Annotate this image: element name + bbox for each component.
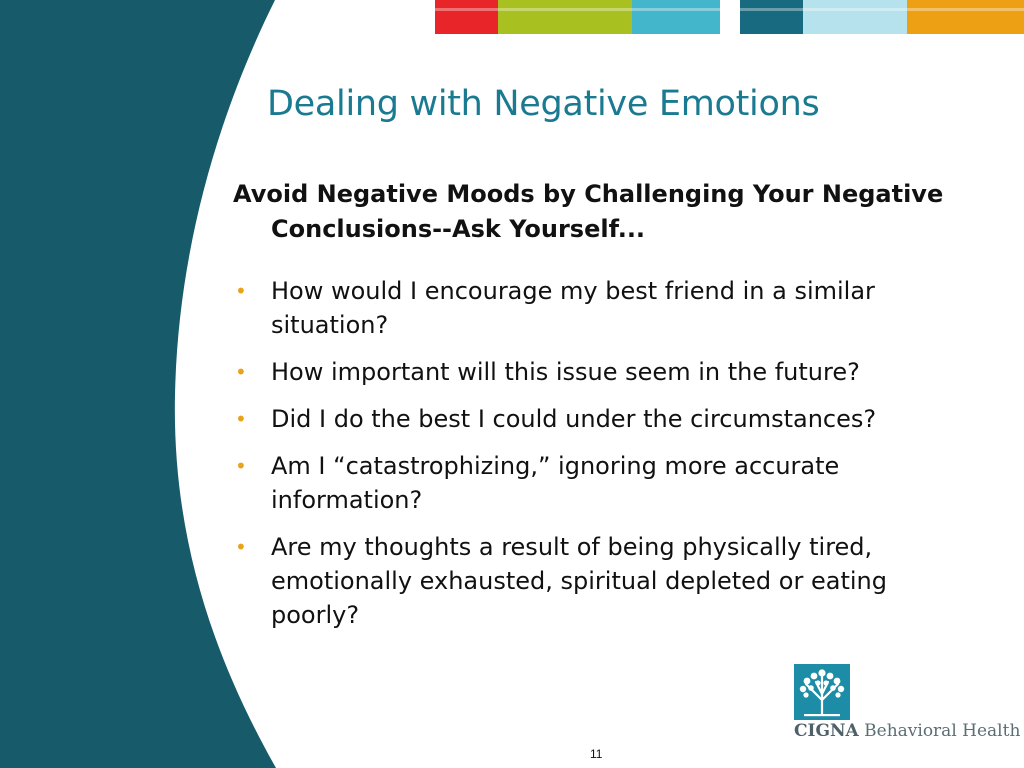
stripe-teal — [740, 0, 803, 34]
slide-subheading: Avoid Negative Moods by Challenging Your Negative Conclusions--Ask Yourself... — [233, 180, 944, 243]
bullet-text: How important will this issue seem in the future? — [271, 358, 860, 386]
logo-brand-name: CIGNA — [794, 721, 859, 741]
bullet-text: Are my thoughts a result of being physically tired, emotionally exhausted, spiritual depleted or eating poorly? — [271, 533, 887, 629]
stripe-cyan — [632, 0, 720, 34]
bullet-dot-icon: • — [235, 454, 247, 478]
bullet-text: How would I encourage my best friend in a similar situation? — [271, 277, 875, 339]
stripe-lime — [498, 0, 632, 34]
bullet-dot-icon: • — [235, 279, 247, 303]
logo-wordmark — [794, 721, 1020, 741]
bullet-item — [233, 274, 953, 342]
bullet-item — [233, 449, 953, 517]
page-number: 11 — [590, 747, 603, 761]
stripe-orange — [907, 0, 1024, 34]
bullet-text: Am I “catastrophizing,” ignoring more accurate information? — [271, 452, 840, 514]
stripe-red — [435, 0, 498, 34]
bullet-item — [233, 530, 953, 632]
bullet-text: Did I do the best I could under the circumstances? — [271, 405, 877, 433]
stripe-light-blue — [803, 0, 907, 34]
bullet-dot-icon: • — [235, 360, 247, 384]
bullet-item — [233, 402, 953, 436]
bullet-list — [233, 274, 953, 645]
bullet-dot-icon: • — [235, 535, 247, 559]
bullet-item — [233, 355, 953, 389]
logo-brand-tagline: Behavioral Health — [858, 721, 1021, 741]
tree-icon — [794, 664, 850, 720]
bullet-dot-icon: • — [235, 407, 247, 431]
slide-title: Dealing with Negative Emotions — [267, 84, 820, 124]
